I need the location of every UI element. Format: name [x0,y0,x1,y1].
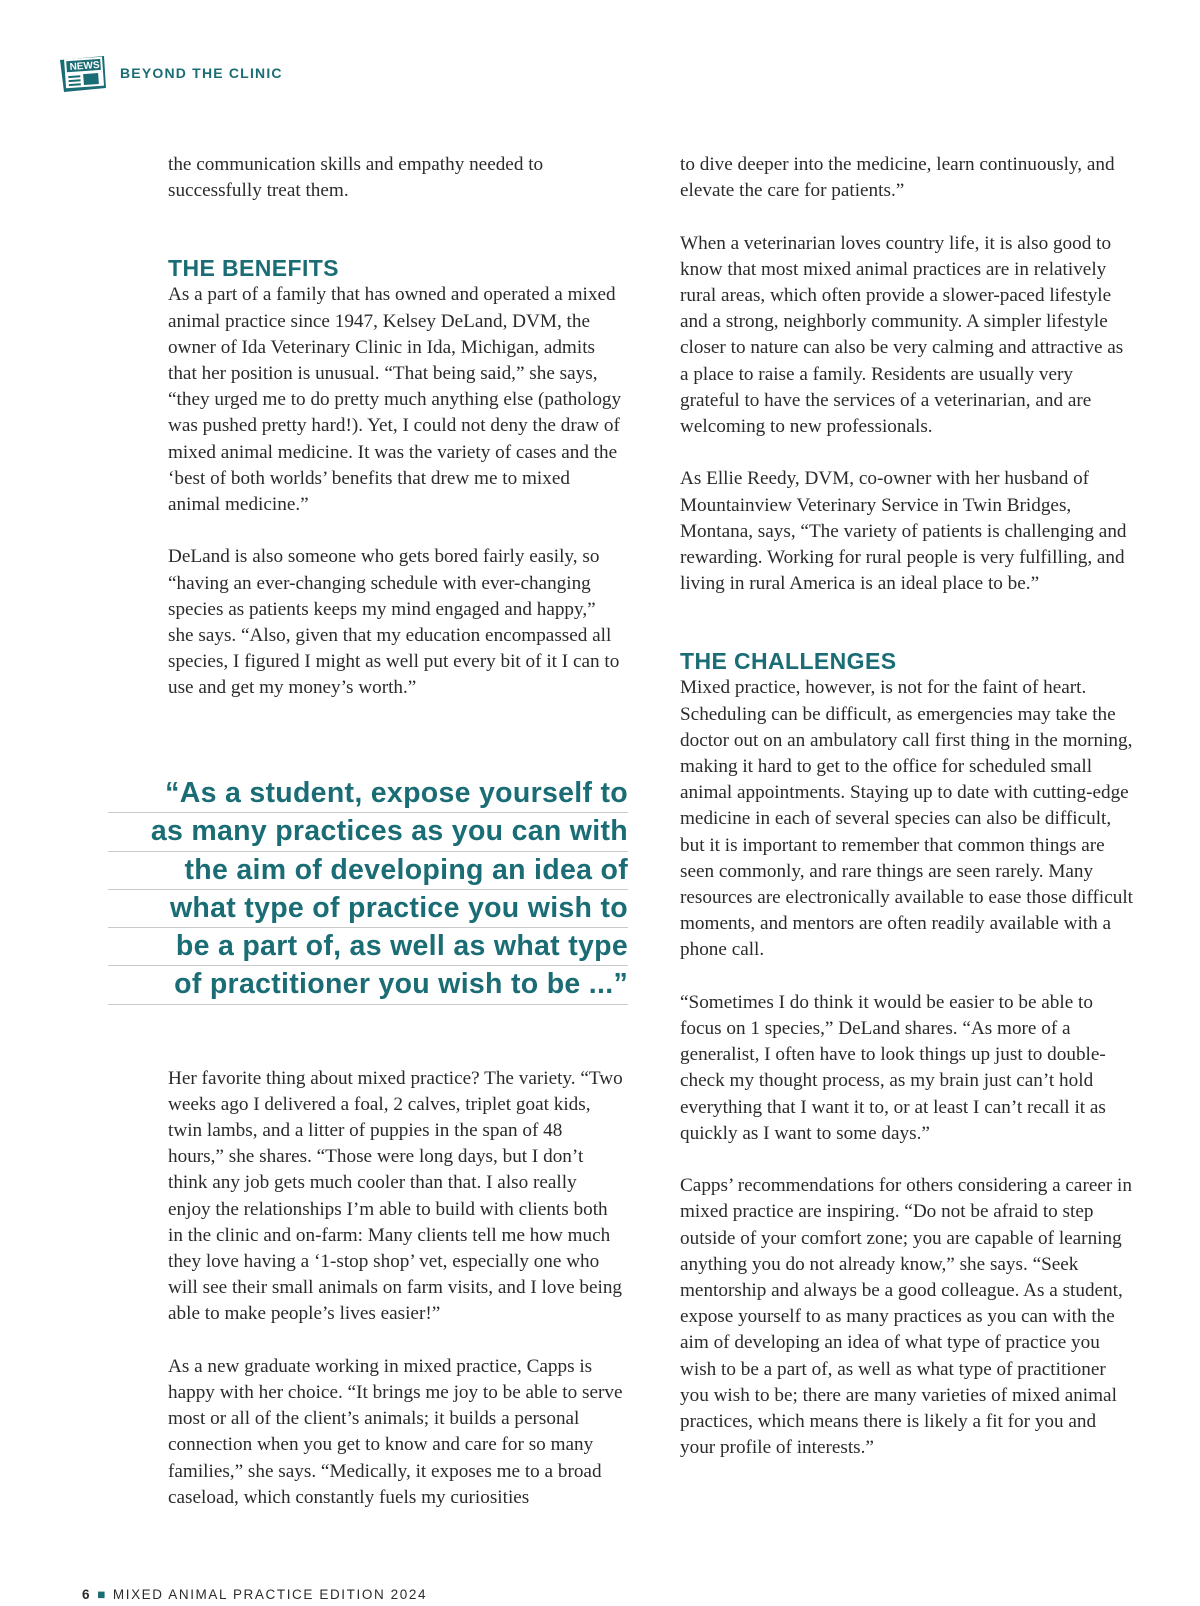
svg-text:NEWS: NEWS [69,59,100,73]
pull-quote-line: of practitioner you wish to be ...” [108,966,628,1004]
section-label: BEYOND THE CLINIC [120,65,283,81]
page-number: 6 [82,1587,92,1602]
pull-quote-line: the aim of developing an idea of [108,852,628,890]
benefits-paragraph-1: As a part of a family that has owned and operated a mixed animal practice since 1947, Kelsey DeLand, DVM, the owner of Ida Veterinary Clinic in Ida, Michigan, admits that her position is unusual. “That being said,” she says, “they urged me to do pretty much anything else (pathology was pushed pretty hard!). Yet, I could not deny the draw of mixed animal medicine. It was the variety of cases and the ‘best of both worlds’ benefits that drew me to mixed animal medicine.” [168,284,622,516]
pull-quote-line: be a part of, as well as what type [108,928,628,966]
challenges-paragraph-2: “Sometimes I do think it would be easier to be able to focus on 1 species,” DeLand shares. “As more of a generalist, I often have to look things up just to double-check my thought process, as my brain just can’t hold everything that I want it to, or at least I can’t recall it as quickly as I want to some days.” [680,991,1106,1144]
page-footer [82,1587,427,1602]
pull-quote [108,775,628,1005]
right-intro-paragraph: to dive deeper into the medicine, learn continuously, and elevate the care for patients.” [680,154,1115,202]
benefits-paragraph-2: DeLand is also someone who gets bored fairly easily, so “having an ever-changing schedule with ever-changing species as patients keeps my mind engaged and happy,” she says. “Also, given that my education encompassed all species, I figured I might as well put every bit of it I can to use and get my money’s worth.” [168,546,620,699]
pull-quote-line: what type of practice you wish to [108,890,628,928]
separator-dot-icon: ■ [97,1587,107,1602]
pull-quote-line: as many practices as you can with [108,813,628,851]
challenges-heading: THE CHALLENGES [680,648,897,675]
benefits-paragraph-6: As Ellie Reedy, DVM, co-owner with her husband of Mountainview Veterinary Service in Twin Bridges, Montana, says, “The variety of patients is challenging and rewarding. Working for rural people is very fulfilling, and living in rural America is an ideal place to be.” [680,468,1127,595]
right-column [680,152,1135,1461]
pull-quote-line: “As a student, expose yourself to [108,775,628,813]
page-header [56,52,283,94]
benefits-paragraph-5: When a veterinarian loves country life, it is also good to know that most mixed animal practices are in relatively rural areas, which often provide a slower-paced lifestyle and a strong, neighborly community. A simpler lifestyle closer to nature can also be very calming and attractive as a place to raise a family. Residents are usually very grateful to have the services of a veterinarian, and are welcoming to new professionals. [680,232,1124,438]
left-intro-paragraph: the communication skills and empathy needed to successfully treat them. [168,154,544,202]
newspaper-icon [56,52,110,94]
challenges-paragraph-3: Capps’ recommendations for others considering a career in mixed practice are inspiring. “Do not be afraid to step outside of your comfort zone; you are capable of learning anything you do not already know,” she says. “Seek mentorship and always be a good colleague. As a student, expose yourself to as many practices as you can with the aim of developing an idea of what type of practice you wish to be a part of, as well as what type of practitioner you wish to be; there are many varieties of mixed animal practices, which means there is likely a fit for you and your profile of interests.” [680,1175,1132,1459]
challenges-paragraph-1: Mixed practice, however, is not for the faint of heart. Scheduling can be difficult, as emergencies may take the doctor out on an ambulatory call first thing in the morning, making it hard to get to the office for scheduled small animal appointments. Staying up to date with cutting-edge medicine in each of several species can also be difficult, but it is important to remember that common things are seen commonly, and rare things are seen rarely. Many resources are electronically available to ease those difficult moments, and mentors are often readily available with a phone call. [680,677,1134,961]
benefits-paragraph-4: As a new graduate working in mixed practice, Capps is happy with her choice. “It brings me joy to be able to serve most or all of the client’s animals; it builds a personal connection when you get to know and care for so many families,” she says. “Medically, it exposes me to a broad caseload, which constantly fuels my curiosities [168,1355,623,1508]
publication-title: MIXED ANIMAL PRACTICE EDITION 2024 [112,1587,428,1602]
benefits-paragraph-3: Her favorite thing about mixed practice? The variety. “Two weeks ago I delivered a foal, 2 calves, triplet goat kids, twin lambs, and a litter of puppies in the span of 48 hours,” she shares. “Those were long days, but I don’t think any job gets much cooler than that. I also really enjoy the relationships I’m able to build with clients both in the clinic and on-farm: Many clients tell me how much they love having a ‘1-stop shop’ vet, especially one who will see their small animals on farm visits, and I love being able to make people’s lives easier!” [168,1067,623,1325]
benefits-heading: THE BENEFITS [168,255,339,282]
